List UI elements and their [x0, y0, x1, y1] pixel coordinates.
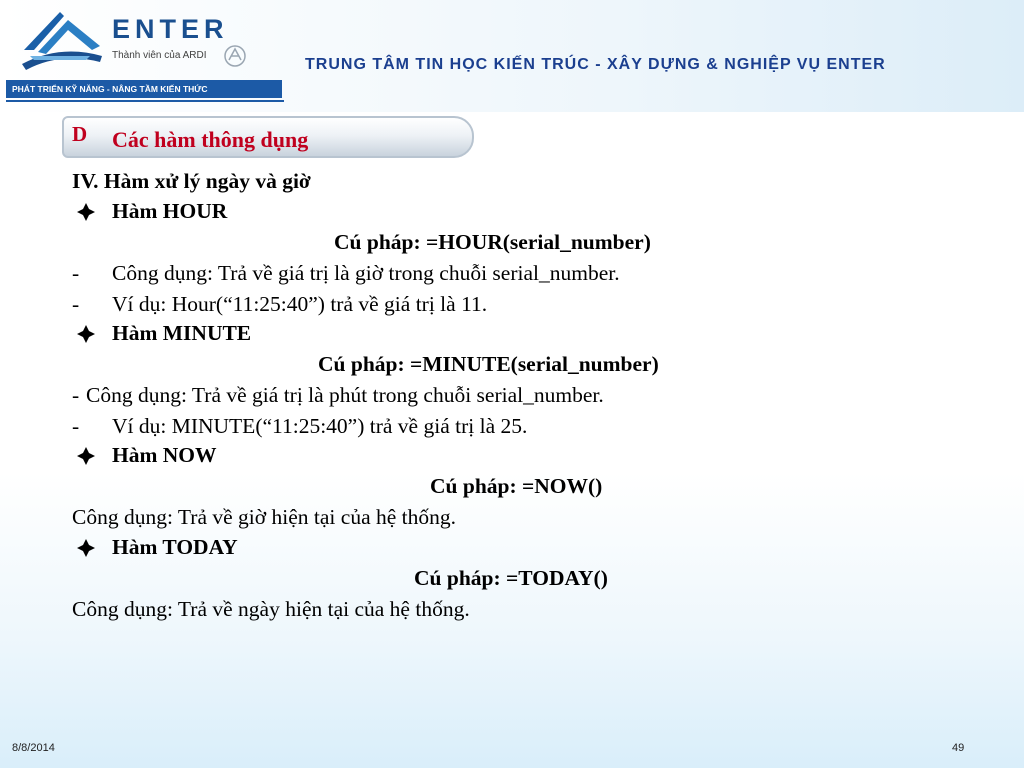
hour-usage: Công dụng: Trả về giá trị là giờ trong chuỗi serial_number. — [112, 261, 620, 285]
now-usage: Công dụng: Trả về giờ hiện tại của hệ thống. — [72, 505, 456, 529]
section-title-box — [62, 116, 474, 158]
now-title: Hàm NOW — [112, 443, 217, 467]
today-syntax: Cú pháp: =TODAY() — [414, 566, 608, 590]
page-number: 49 — [952, 742, 965, 754]
section-title: Các hàm thông dụng — [112, 127, 309, 152]
minute-usage-dash: - — [72, 383, 80, 407]
header-divider — [6, 100, 284, 102]
heading: IV. Hàm xử lý ngày và giờ — [72, 169, 311, 193]
minute-example: Ví dụ: MINUTE(“11:25:40”) trả về giá trị là 25. — [112, 414, 528, 438]
footer-date: 8/8/2014 — [12, 742, 55, 754]
today-title: Hàm TODAY — [112, 535, 238, 559]
brand-subtitle: Thành viên của ARDI — [112, 50, 207, 61]
center-title: TRUNG TÂM TIN HỌC KIẾN TRÚC - XÂY DỰNG & NGHIỆP VỤ ENTER — [305, 56, 886, 73]
enter-logo-icon — [20, 6, 104, 74]
hour-usage-dash: - — [72, 261, 80, 285]
diamond-bullet-icon — [76, 202, 96, 222]
today-usage: Công dụng: Trả về ngày hiện tại của hệ thống. — [72, 597, 470, 621]
minute-title: Hàm MINUTE — [112, 321, 252, 345]
minute-example-dash: - — [72, 414, 80, 438]
hour-syntax: Cú pháp: =HOUR(serial_number) — [334, 230, 651, 254]
hour-title: Hàm HOUR — [112, 199, 228, 223]
diamond-bullet-icon — [76, 446, 96, 466]
now-syntax: Cú pháp: =NOW() — [430, 474, 603, 498]
brand-name: ENTER — [112, 14, 229, 44]
hour-example: Ví dụ: Hour(“11:25:40”) trả về giá trị là 11. — [112, 292, 488, 316]
slogan-bar: PHÁT TRIỂN KỸ NĂNG - NÂNG TẦM KIẾN THỨC — [6, 80, 282, 98]
diamond-bullet-icon — [76, 538, 96, 558]
ardi-logo-icon — [223, 44, 247, 68]
hour-example-dash: - — [72, 292, 80, 316]
minute-usage: Công dụng: Trả về giá trị là phút trong chuỗi serial_number. — [86, 383, 604, 407]
minute-syntax: Cú pháp: =MINUTE(serial_number) — [318, 352, 659, 376]
section-letter: D — [72, 122, 88, 146]
diamond-bullet-icon — [76, 324, 96, 344]
